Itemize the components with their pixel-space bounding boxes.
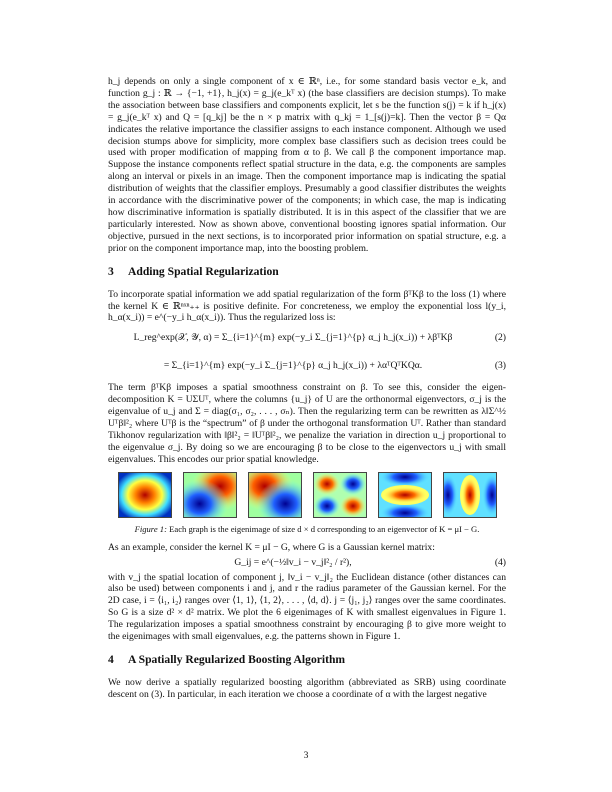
equation-4-tag: (4)	[494, 556, 506, 568]
equation-3-body: = Σ_{i=1}^{m} exp(−y_i Σ_{j=1}^{p} α_j h_j(x_i)) + λαᵀQᵀKQα.	[163, 360, 423, 372]
paragraph-srb-algorithm: We now derive a spatially regularized boosting algorithm (abbreviated as SRB) using coordinate descent on (3). In particular, in each iteration we choose a coordinate of α with the largest negative	[108, 677, 506, 700]
eigenimage-6	[443, 472, 497, 518]
equation-4	[108, 556, 506, 570]
section-4-title: A Spatially Regularized Boosting Algorithm	[128, 653, 346, 666]
equation-2	[108, 326, 506, 352]
equation-2-body: L_reg^exp(𝒳, 𝒴, α) = Σ_{i=1}^{m} exp(−y_i Σ_{j=1}^{p} α_j h_j(x_i)) + λβᵀKβ	[133, 332, 453, 344]
figure-1-caption	[108, 524, 506, 534]
paragraph-kernel-example: As an example, consider the kernel K = μI − G, where G is a Gaussian kernel matrix:	[108, 541, 435, 553]
figure-1-label: Figure 1:	[134, 523, 167, 534]
section-3-title: Adding Spatial Regularization	[128, 264, 279, 278]
figure-1-eigenimages	[108, 472, 506, 518]
eigenimage-1	[118, 472, 172, 518]
section-3-number: 3	[108, 264, 114, 278]
equation-2-tag: (2)	[494, 332, 506, 344]
paragraph-component-importance: h_j depends on only a single component of x ∈ ℝⁿ, i.e., for some standard basis vector e_k, and function g_j : ℝ → {−1, +1}, h_j(x) = g_j(e_kᵀ x) (the base classifiers are decision stumps). To make the association between base classifiers and components explicit, let s be the function s(j) = k if h_j(x) = g_j(e_kᵀ x) and Q = [q_kj] be the n × p matrix with q_kj = 1_[s(j)=k]. Then the vector β = Qα indicates the relative importance the classifier assigns to each instance component. Although we used decision stumps above for simplicity, more complex base classifiers such as decision trees could be used with proper modification of mapping from α to β. We call β the component importance map. Suppose the instance components reflect spatial structure in the data, e.g. the components are samples along an interval or pixels in an image. Then the component importance map is indicating the spatial distribution of weights that the classifier employs. Presumably a good classifier distributes the weights in accordance with the discriminative power of the components; in which case, the map is indicating how discriminative information is spatially distributed. It is in this aspect of the classifier that we are particularly interested. Now as shown above, conventional boosting ignores spatial information. Our objective, pursued in the next sections, is to incorporated prior information on spatial structure, e.g. a prior on the component importance map, into the boosting problem.	[108, 76, 506, 254]
equation-4-body: G_ij = e^(−½‖v_i − v_j‖²₂ / r²),	[234, 556, 352, 568]
paragraph-spatial-regularization: To incorporate spatial information we add spatial regularization of the form βᵀKβ to the loss (1) where the kernel K ∈ ℝⁿˣⁿ₊₊ is positive definite. For concreteness, we employ the exponential loss l(y_i, h_α(x_i)) = e^(−y_i h_α(x_i)). Thus the regularized loss is:	[108, 288, 506, 324]
paragraph-gaussian-kernel: with v_j the spatial location of component j, ‖v_i − v_j‖₂ the Euclidean distance (other distances can also be used) between components i and j, and r the radius parameter of the Gaussian kernel. For the 2D case, i = ⟨i₁, i₂⟩ ranges over ⟨1, 1⟩, ⟨1, 2⟩, . . . , ⟨d, d⟩. j = ⟨j₁, j₂⟩ ranges over the same coordinates. So G is a size d² × d² matrix. We plot the 6 eigenimages of K with smallest eigenvalues in Figure 1. The regularization imposes a spatial smoothness constraint by encouraging β to give more weight to the eigenimages with small eigenvalues, e.g. the patterns shown in Figure 1.	[108, 571, 506, 643]
eigenimage-4	[313, 472, 367, 518]
paragraph-eigen-decomposition: The term βᵀKβ imposes a spatial smoothness constraint on β. To see this, consider the eigen-decomposition K = UΣUᵀ, where the columns {u_j} of U are the orthonormal eigenvectors, σ_j is the eigenvalue of u_j and Σ = diag(σ₁, σ₂, . . . , σₙ). Then the regularizing term can be rewritten as λ‖Σ^½ Uᵀβ‖²₂ where Uᵀβ is the “spectrum” of β under the orthogonal transformation Uᵀ. Rather than standard Tikhonov regularization with ‖β‖²₂ = ‖Uᵀβ‖²₂, we penalize the variation in direction u_j proportional to the eigenvalue σ_j. By doing so we are encouraging β to be close to the eigenvectors u_j with small eigenvalues. This encodes our prior spatial knowledge.	[108, 382, 506, 465]
equation-3-tag: (3)	[494, 360, 506, 372]
paper-page	[108, 76, 506, 701]
section-3-heading	[108, 265, 506, 279]
page-number: 3	[303, 750, 309, 761]
section-4-heading	[108, 653, 506, 667]
eigenimage-5	[378, 472, 432, 518]
equation-3	[108, 354, 506, 380]
eigenimage-2	[183, 472, 237, 518]
figure-1-caption-text: Each graph is the eigenimage of size d × d corresponding to an eigenvector of K = μI − G.	[169, 523, 480, 534]
eigenimage-3	[248, 472, 302, 518]
section-4-number: 4	[108, 653, 114, 666]
